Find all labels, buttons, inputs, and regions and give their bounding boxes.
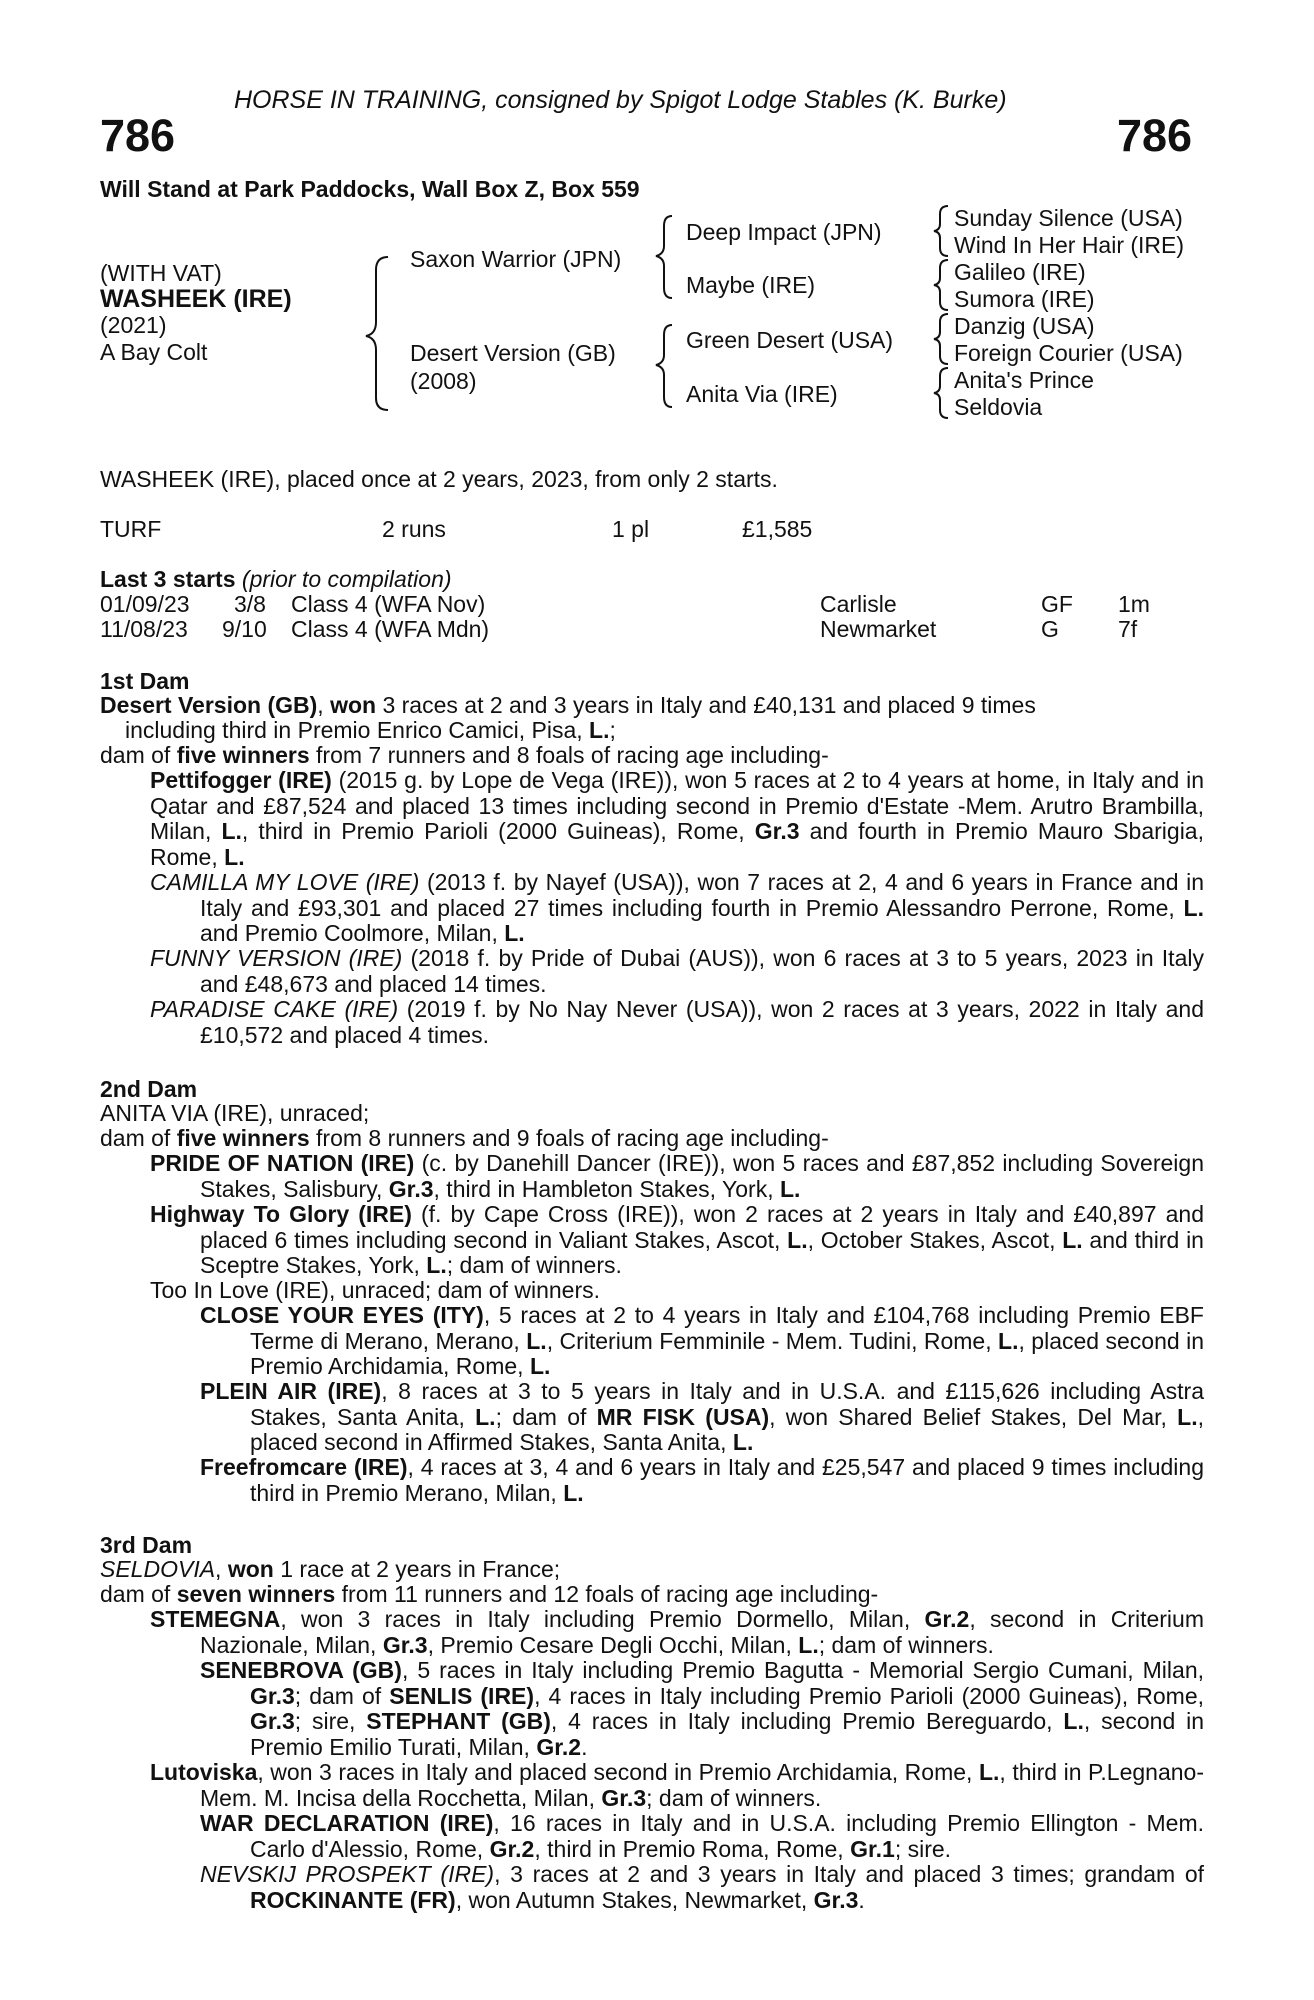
- start-position: 9/10: [222, 616, 267, 642]
- produce-text: (2018 f. by Pride of Dubai (AUS)), won 6 races at 3 to 5 years, 2023 in Italy and £48,673 and placed 14 times.: [200, 945, 1204, 997]
- listed-mark: L.: [1183, 894, 1204, 921]
- third-dam-name: SELDOVIA: [100, 1556, 216, 1582]
- produce-name: PARADISE CAKE (IRE): [150, 996, 399, 1022]
- start-distance: 7f: [1118, 616, 1138, 642]
- listed-mark: L.: [732, 1429, 754, 1455]
- produce-name: Lutoviska: [150, 1759, 258, 1785]
- produce-text: , 4 races at 3, 4 and 6 years in Italy and £25,547 and placed 9 times including third in Premio Merano, Milan,: [250, 1454, 1204, 1506]
- sire-name: Saxon Warrior (JPN): [410, 246, 622, 272]
- produce-text: , won 3 races in Italy including Premio Dormello, Milan,: [280, 1606, 925, 1632]
- stable-location: Will Stand at Park Paddocks, Wall Box Z, Box 559: [100, 176, 640, 202]
- race-summary: WASHEEK (IRE), placed once at 2 years, 2023, from only 2 starts.: [100, 466, 778, 492]
- produce-text: ; dam of winners.: [818, 1631, 994, 1658]
- second-dam-produce-line: [100, 1126, 829, 1152]
- group-mark: Gr.3: [382, 1631, 428, 1658]
- produce-text: ; dam of winners.: [446, 1252, 622, 1278]
- produce-stemegna: [150, 1606, 1204, 1658]
- dam-sire-name: Green Desert (USA): [686, 327, 894, 353]
- produce-text: , second in Criterium Nazionale, Milan,: [200, 1606, 1204, 1658]
- produce-text: (f. by Cape Cross (IRE)), won 2 races at 2 years in Italy and £40,897 and placed 6 times including second in Valiant Stakes, Ascot,: [200, 1201, 1204, 1253]
- produce-text: ; dam of: [294, 1682, 390, 1709]
- ggs-5: Danzig (USA): [954, 313, 1095, 339]
- listed-mark: L.: [1063, 1708, 1084, 1734]
- listed-mark: L.: [1062, 1226, 1083, 1253]
- won-word: won: [330, 692, 377, 718]
- produce-pride-of-nation: [150, 1150, 1204, 1202]
- produce-name: CAMILLA MY LOVE (IRE): [150, 869, 420, 895]
- produce-war-declaration: [200, 1810, 1204, 1862]
- listed-mark: L.: [787, 1226, 808, 1253]
- record-surface: TURF: [100, 516, 162, 542]
- produce-text: , won Autumn Stakes, Newmarket,: [455, 1886, 814, 1913]
- group-mark: Gr.3: [250, 1682, 295, 1709]
- produce-name: WAR DECLARATION (IRE): [200, 1810, 494, 1836]
- produce-text: , third in P.Legnano-Mem. M. Incisa della Rocchetta, Milan,: [200, 1759, 1204, 1811]
- produce-text: , 5 races in Italy including Premio Bagutta - Memorial Sergio Cumani, Milan,: [401, 1657, 1205, 1683]
- last-starts-note: (prior to compilation): [241, 566, 452, 592]
- third-dam-record: 1 race at 2 years in France;: [273, 1556, 561, 1582]
- horse-year: (2021): [100, 312, 167, 338]
- produce-text: , won Shared Belief Stakes, Del Mar,: [769, 1403, 1178, 1430]
- vat-label: (WITH VAT): [100, 260, 222, 286]
- ggs-3: Galileo (IRE): [954, 259, 1086, 285]
- produce-rest: from 8 runners and 9 foals of racing age including-: [309, 1125, 829, 1151]
- produce-text: , third in Hambleton Stakes, York,: [433, 1175, 780, 1202]
- produce-name: Pettifogger (IRE): [150, 767, 332, 793]
- ggs-4: Sumora (IRE): [954, 286, 1095, 312]
- produce-nevskij-prospekt: [200, 1861, 1205, 1913]
- start-going: GF: [1041, 591, 1073, 617]
- produce-name: SENEBROVA (GB): [200, 1657, 402, 1683]
- start-race: Class 4 (WFA Nov): [291, 591, 486, 617]
- produce-name: SENLIS (IRE): [389, 1682, 535, 1709]
- produce-name: PLEIN AIR (IRE): [200, 1378, 382, 1404]
- produce-lutoviska: [150, 1759, 1204, 1811]
- horse-name: WASHEEK (IRE): [100, 285, 292, 313]
- produce-text: , Criterium Femminile - Mem. Tudini, Rome,: [546, 1327, 999, 1354]
- produce-text: ; dam of: [495, 1403, 597, 1430]
- produce-pre: dam of: [100, 1125, 177, 1151]
- produce-rest: from 7 runners and 8 foals of racing age including-: [309, 742, 829, 768]
- listed-mark: L.: [780, 1175, 801, 1202]
- produce-name: NEVSKIJ PROSPEKT (IRE): [200, 1861, 495, 1887]
- listed-mark: L.: [224, 843, 245, 870]
- group-mark: Gr.2: [489, 1835, 535, 1862]
- produce-text: and third in Sceptre Stakes, York,: [200, 1226, 1204, 1278]
- dam-name: Desert Version (GB): [410, 340, 616, 366]
- produce-text: , 5 races at 2 to 4 years in Italy and £104,768 including Premio EBF Terme di Merano, Merano,: [250, 1302, 1204, 1354]
- listed-mark: L.: [1177, 1403, 1198, 1430]
- third-dam-line-1: [100, 1557, 560, 1583]
- produce-pre: dam of: [100, 1581, 177, 1607]
- produce-rest: from 11 runners and 12 foals of racing age including-: [335, 1581, 879, 1607]
- produce-too-in-love: Too In Love (IRE), unraced; dam of winners.: [150, 1277, 600, 1303]
- start-course: Carlisle: [820, 591, 897, 617]
- lot-number-left: 786: [100, 110, 176, 161]
- dam-dam-name: Anita Via (IRE): [686, 381, 838, 407]
- second-dam-line-1: ANITA VIA (IRE), unraced;: [100, 1100, 370, 1126]
- won-word: won: [227, 1556, 274, 1582]
- comma: ,: [317, 692, 331, 718]
- sire-sire-name: Deep Impact (JPN): [686, 219, 882, 245]
- produce-paradise-cake: [150, 996, 1204, 1048]
- produce-text: , placed second in Affirmed Stakes, Santa Anita,: [250, 1403, 1204, 1455]
- produce-text: , 4 races in Italy including Premio Bereguardo,: [550, 1708, 1064, 1734]
- group-mark: Gr.2: [924, 1606, 970, 1632]
- third-dam-heading: 3rd Dam: [100, 1532, 193, 1558]
- produce-close-your-eyes: [200, 1302, 1204, 1380]
- produce-name: STEMEGNA: [150, 1606, 281, 1632]
- punct: ;: [609, 717, 616, 743]
- produce-text: and Premio Coolmore, Milan,: [200, 920, 505, 946]
- ggs-2: Wind In Her Hair (IRE): [954, 232, 1185, 258]
- start-position: 3/8: [234, 591, 266, 617]
- start-going: G: [1041, 616, 1059, 642]
- produce-plein-air: [200, 1378, 1204, 1456]
- produce-name: MR FISK (USA): [596, 1403, 770, 1430]
- listed-mark: L.: [529, 1353, 551, 1379]
- produce-text: , 3 races at 2 and 3 years in Italy and placed 3 times; grandam of: [494, 1861, 1205, 1887]
- produce-name: STEPHANT (GB): [366, 1708, 551, 1734]
- produce-text: (2013 f. by Nayef (USA)), won 7 races at 2, 4 and 6 years in France and in Italy and £93,301 and placed 27 times including fourth in Premio Alessandro Perrone, Rome,: [200, 869, 1204, 921]
- group-mark: Gr.3: [388, 1175, 434, 1202]
- produce-funny-version: [150, 945, 1204, 997]
- produce-name: CLOSE YOUR EYES (ITY): [200, 1302, 484, 1328]
- listed-mark: L.: [504, 920, 525, 946]
- produce-name: Highway To Glory (IRE): [150, 1201, 412, 1227]
- group-mark: Gr.1: [850, 1835, 895, 1862]
- produce-freefromcare: [200, 1454, 1204, 1506]
- produce-name: FUNNY VERSION (IRE): [150, 945, 403, 971]
- start-date: 01/09/23: [100, 591, 190, 617]
- first-dam-record: 3 races at 2 and 3 years in Italy and £40,131 and placed 9 times: [376, 692, 1036, 718]
- produce-text: , 16 races in Italy and in U.S.A. including Premio Ellington - Mem. Carlo d'Alessio, Rome,: [250, 1810, 1204, 1862]
- produce-pettifogger: [100, 768, 1204, 870]
- first-dam-heading: 1st Dam: [100, 668, 190, 694]
- produce-text: (2019 f. by No Nay Never (USA)), won 2 races at 3 years, 2022 in Italy and £10,572 and placed 4 times.: [200, 996, 1204, 1048]
- produce-text: , second in Premio Emilio Turati, Milan,: [250, 1708, 1205, 1760]
- produce-winners: five winners: [176, 1125, 310, 1151]
- produce-text: ; dam of winners.: [646, 1784, 822, 1811]
- group-mark: Gr.2: [536, 1733, 582, 1760]
- group-mark: Gr.3: [813, 1886, 859, 1913]
- produce-pre: dam of: [100, 742, 177, 768]
- sep: ,: [215, 1556, 228, 1582]
- first-dam-produce-line: [100, 743, 829, 769]
- listed-mark: L.: [475, 1403, 496, 1430]
- listed-mark: L.: [998, 1327, 1019, 1354]
- produce-text: and fourth in Premio Mauro Sbarigia, Rome,: [150, 818, 1204, 870]
- produce-text: , Premio Cesare Degli Occhi, Milan,: [427, 1631, 799, 1658]
- last-starts-title: Last 3 starts: [100, 566, 236, 592]
- dam-year: (2008): [410, 368, 477, 394]
- record-runs: 2 runs: [382, 516, 446, 542]
- sire-dam-name: Maybe (IRE): [686, 272, 816, 298]
- group-mark: Gr.3: [601, 1784, 647, 1811]
- listed-mark: L.: [589, 717, 610, 743]
- produce-winners: seven winners: [176, 1581, 336, 1607]
- produce-camilla: [150, 869, 1204, 947]
- produce-name: PRIDE OF NATION (IRE): [150, 1150, 415, 1176]
- first-dam-line-2: [125, 718, 616, 744]
- listed-mark: L.: [426, 1252, 447, 1278]
- produce-text: , third in Premio Parioli (2000 Guineas), Rome,: [241, 818, 755, 844]
- produce-senebrova: [200, 1657, 1205, 1760]
- produce-text: .: [581, 1733, 588, 1760]
- group-mark: Gr.3: [250, 1708, 295, 1734]
- produce-text: , 4 races in Italy including Premio Parioli (2000 Guineas), Rome,: [534, 1682, 1205, 1709]
- produce-text: , placed second in Premio Archidamia, Rome,: [250, 1327, 1204, 1379]
- listed-mark: L.: [221, 818, 242, 844]
- first-dam-placing: including third in Premio Enrico Camici, Pisa,: [125, 717, 590, 743]
- produce-text: (c. by Danehill Dancer (IRE)), won 5 races and £87,852 including Sovereign Stakes, Salisbury,: [200, 1150, 1204, 1202]
- horse-description: A Bay Colt: [100, 339, 208, 365]
- produce-name: ROCKINANTE (FR): [250, 1886, 456, 1913]
- produce-winners: five winners: [176, 742, 310, 768]
- first-dam-name: Desert Version (GB): [100, 692, 318, 718]
- produce-text: ; sire.: [894, 1835, 952, 1862]
- record-prize: £1,585: [742, 516, 813, 542]
- produce-text: (2015 g. by Lope de Vega (IRE)), won 5 races at 2 to 4 years at home, in Italy and in Qatar and £87,524 and placed 13 times including second in Premio d'Estate -Mem. Arutro Brambilla, Milan,: [150, 767, 1204, 844]
- last-starts-heading: [100, 566, 452, 593]
- produce-text: , third in Premio Roma, Rome,: [534, 1835, 851, 1862]
- listed-mark: L.: [563, 1479, 584, 1506]
- consignment-line: HORSE IN TRAINING, consigned by Spigot Lodge Stables (K. Burke): [234, 86, 1007, 114]
- group-mark: Gr.3: [754, 818, 800, 844]
- produce-text: .: [858, 1886, 865, 1913]
- third-dam-produce-line: [100, 1582, 878, 1608]
- start-race: Class 4 (WFA Mdn): [291, 616, 490, 642]
- first-dam-line-1: [100, 693, 1036, 719]
- produce-text: , won 3 races in Italy and placed second in Premio Archidamia, Rome,: [257, 1759, 979, 1785]
- produce-name: Freefromcare (IRE): [200, 1454, 408, 1480]
- ggs-6: Foreign Courier (USA): [954, 340, 1183, 366]
- start-course: Newmarket: [820, 616, 937, 642]
- start-date: 11/08/23: [100, 616, 188, 642]
- ggs-1: Sunday Silence (USA): [954, 205, 1183, 231]
- ggs-8: Seldovia: [954, 394, 1043, 420]
- produce-text: , 8 races at 3 to 5 years in Italy and in U.S.A. and £115,626 including Astra Stakes, Santa Anita,: [250, 1378, 1204, 1430]
- produce-text: , October Stakes, Ascot,: [807, 1226, 1063, 1253]
- listed-mark: L.: [978, 1759, 1000, 1785]
- produce-highway-to-glory: [150, 1201, 1204, 1279]
- record-placed: 1 pl: [612, 516, 650, 542]
- ggs-7: Anita's Prince: [954, 367, 1094, 393]
- second-dam-heading: 2nd Dam: [100, 1076, 198, 1102]
- listed-mark: L.: [526, 1327, 547, 1354]
- produce-text: ; sire,: [294, 1708, 367, 1734]
- listed-mark: L.: [798, 1631, 819, 1658]
- start-distance: 1m: [1118, 591, 1150, 617]
- lot-number-right: 786: [1117, 110, 1193, 161]
